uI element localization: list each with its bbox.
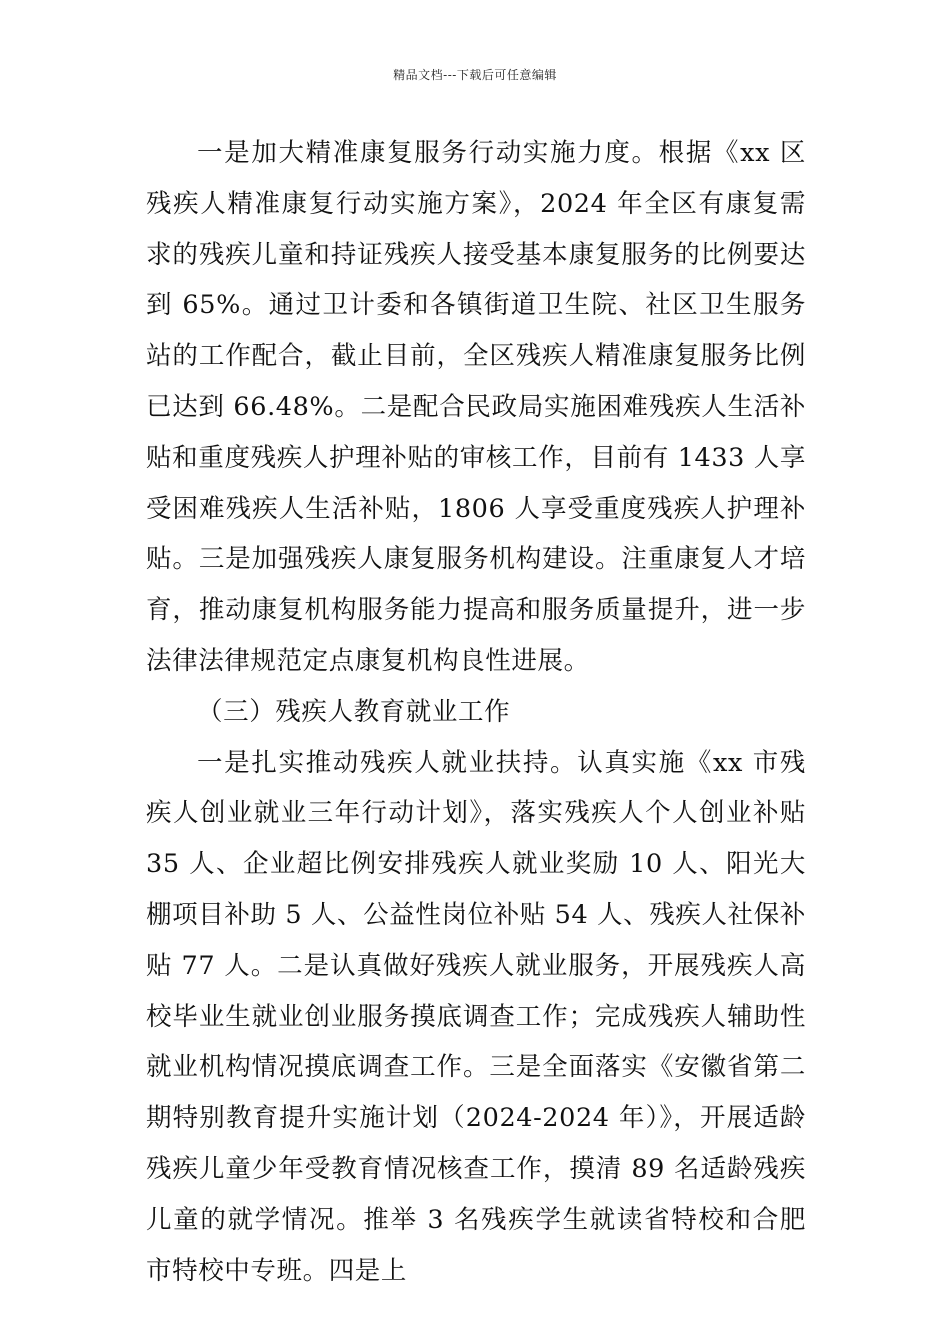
paragraph-rehabilitation: 一是加大精准康复服务行动实施力度。根据《xx 区残疾人精准康复行动实施方案》，2024 年全区有康复需求的残疾儿童和持证残疾人接受基本康复服务的比例要达到 65%。通过卫计委和各镇街道卫生院、社区卫生服务站的工作配合，截止目前，全区残疾人精准康复服务比例已达到 66.48%。二是配合民政局实施困难残疾人生活补贴和重度残疾人护理补贴的审核工作，目前有 1433 人享受困难残疾人生活补贴，1806 人享受重度残疾人护理补贴。三是加强残疾人康复服务机构建设。注重康复人才培育，推动康复机构服务能力提高和服务质量提升，进一步法律法律规范定点康复机构良性进展。 [146, 138, 806, 676]
paragraph-employment: 一是扎实推动残疾人就业扶持。认真实施《xx 市残疾人创业就业三年行动计划》，落实残疾人个人创业补贴 35 人、企业超比例安排残疾人就业奖励 10 人、阳光大棚项目补助 5 人、公益性岗位补贴 54 人、残疾人社保补贴 77 人。二是认真做好残疾人就业服务，开展残疾人高校毕业生就业创业服务摸底调查工作；完成残疾人辅助性就业机构情况摸底调查工作。三是全面落实《安徽省第二期特别教育提升实施计划（2024-2024 年）》，开展适龄残疾儿童少年受教育情况核查工作，摸清 89 名适龄残疾儿童的就学情况。推举 3 名残疾学生就读省特校和合肥市特校中专班。四是上 [146, 747, 806, 1286]
section-heading-education-employment: （三）残疾人教育就业工作 [197, 696, 511, 727]
page-header: 精品文档---下载后可任意编辑 [393, 68, 557, 82]
document-body [146, 128, 806, 1296]
